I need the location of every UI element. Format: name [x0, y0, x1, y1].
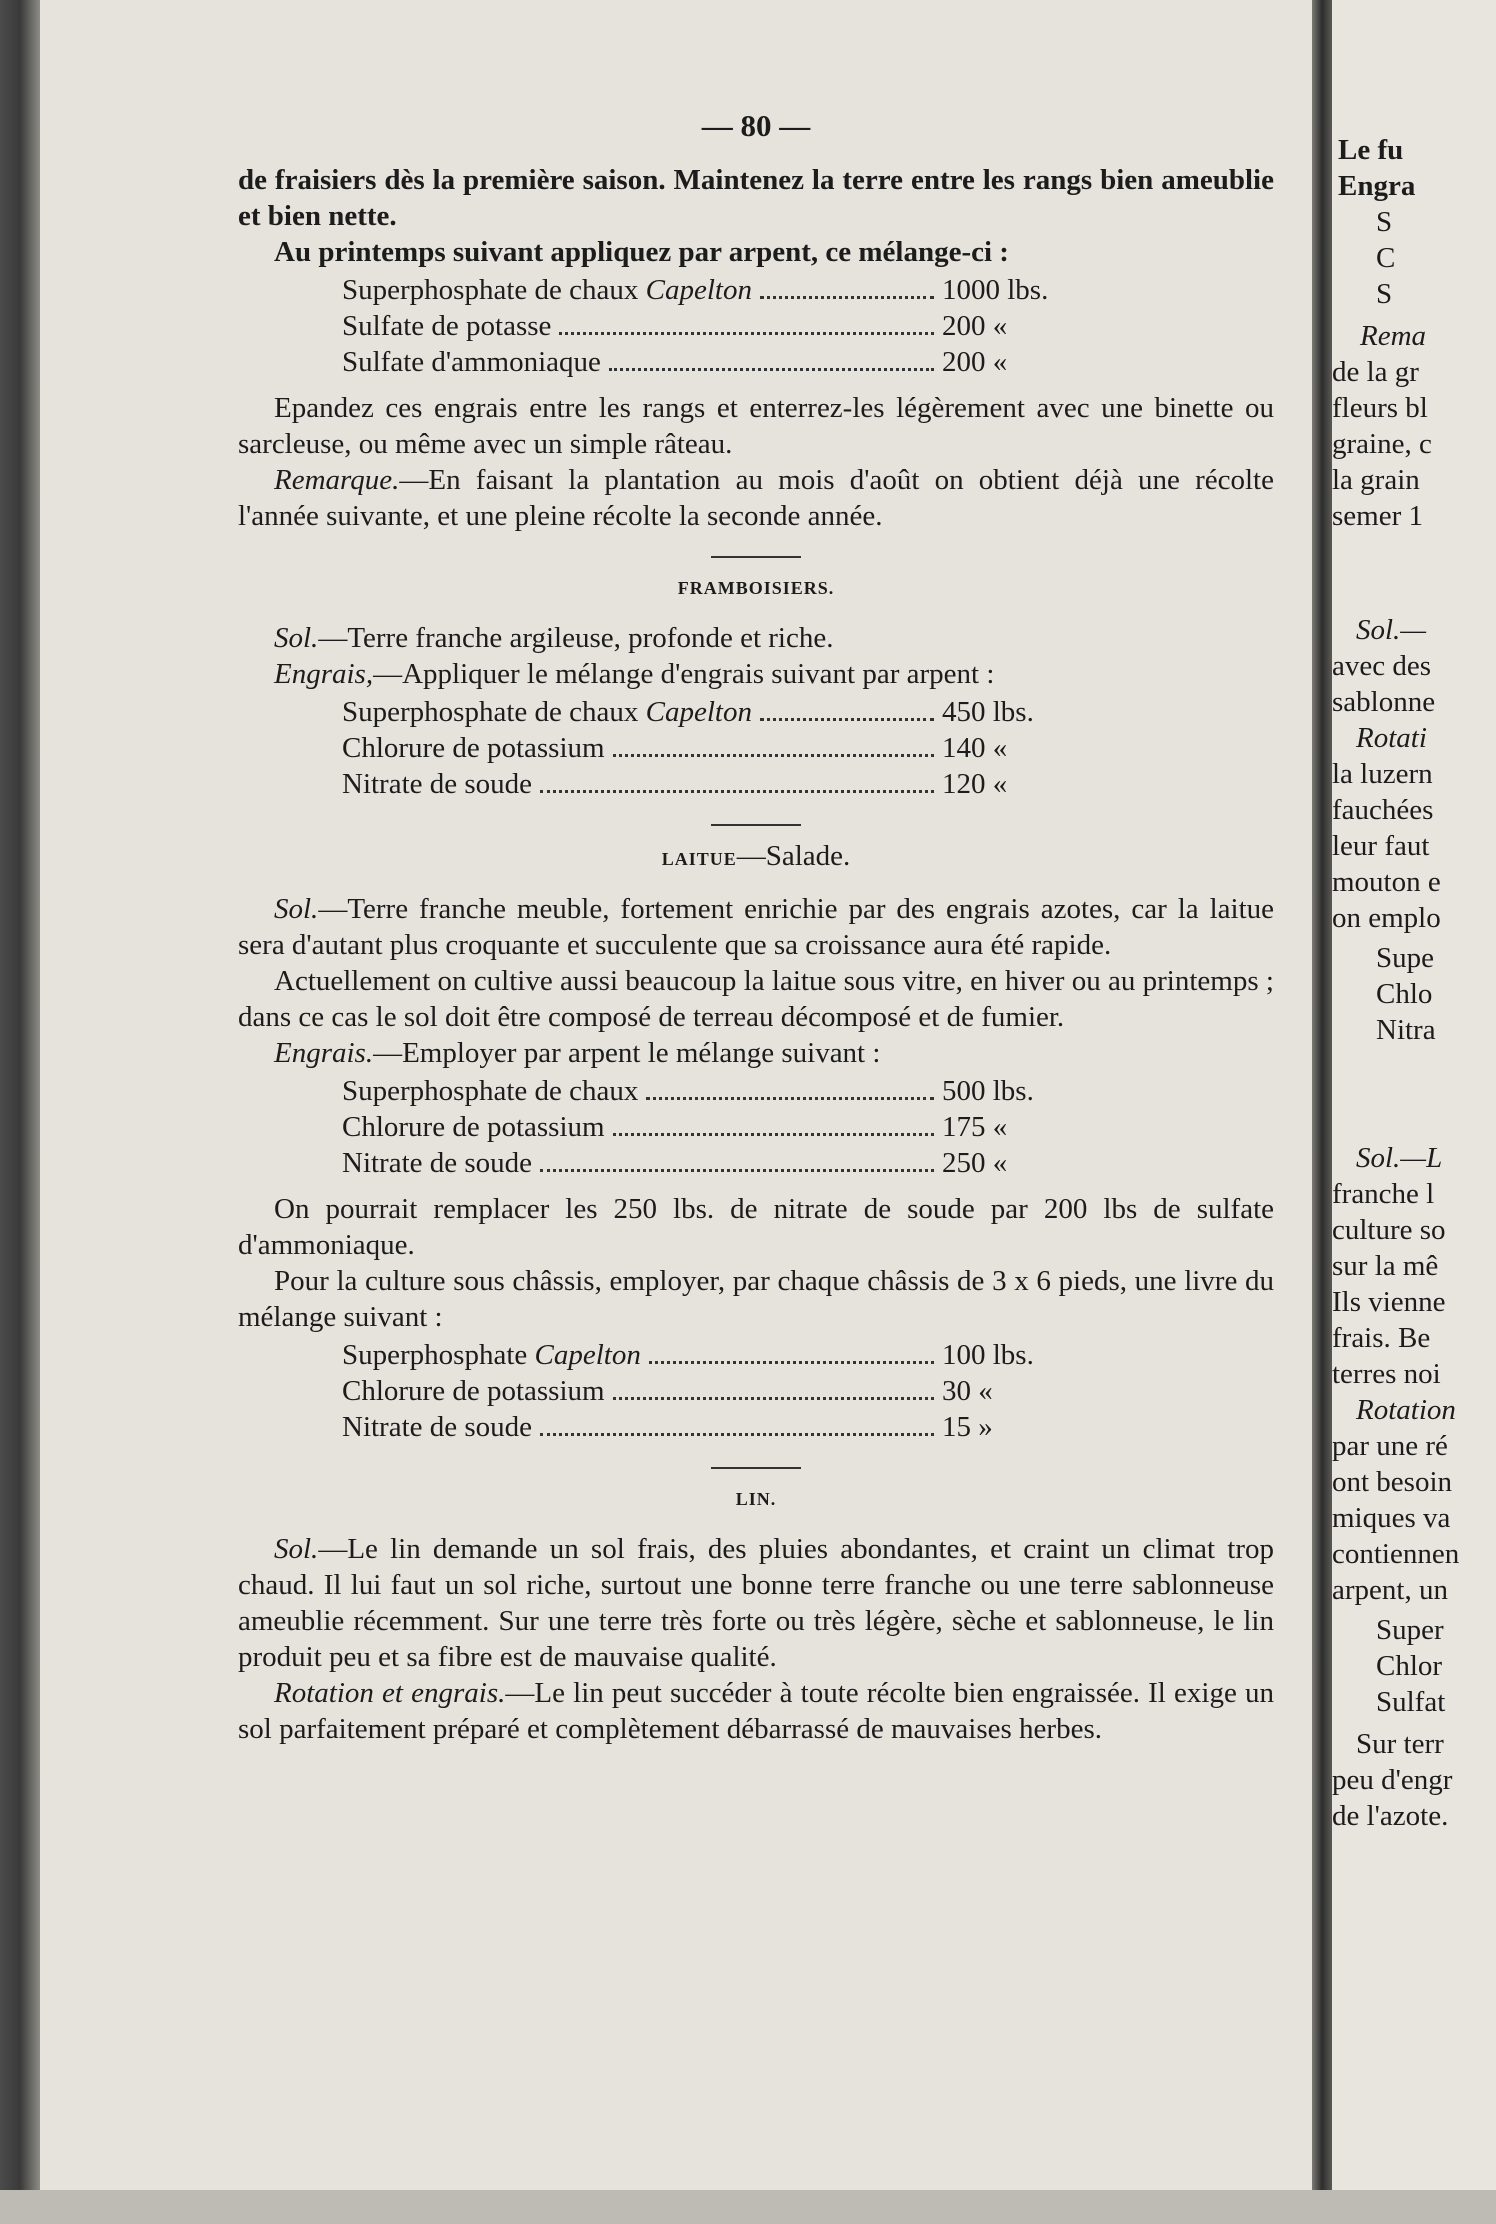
- section-divider: [711, 824, 801, 826]
- recipe-item-qty: 450 lbs.: [942, 696, 1034, 728]
- recipe-item-name: Nitrate de soude: [342, 1411, 533, 1443]
- remarque-label: Remarque.: [274, 464, 400, 496]
- recipe-row: [342, 272, 1062, 308]
- leader-dots: [559, 332, 934, 335]
- recipe-item-name: Sulfate de potasse: [342, 310, 552, 342]
- recipe-item-qty: 100 lbs.: [942, 1339, 1034, 1371]
- leader-dots: [540, 1433, 934, 1436]
- lin-rotation: Rotation et engrais.—Le lin peut succéder à toute récolte bien engraissée. Il exige un sol parfaitement préparé et complètement débarrassé de mauvaises herbes.: [238, 1677, 1274, 1745]
- right-fragment: culture so: [1332, 1214, 1446, 1246]
- recipe-item-name: Superphosphate Capelton: [342, 1339, 641, 1371]
- leader-dots: [760, 296, 934, 299]
- recipe-laitue: [342, 1073, 1062, 1181]
- leader-dots: [540, 1169, 934, 1172]
- right-fragment: Sol.—L: [1356, 1142, 1443, 1174]
- recipe-item-qty: 200 «: [942, 346, 1008, 378]
- right-fragment: C: [1376, 242, 1396, 274]
- lin-sol: Sol.—Le lin demande un sol frais, des pluies abondantes, et craint un climat trop chaud. Il lui faut un sol riche, surtout une bonne terre franche ou une terre sablonneuse ameublie récemment. Sur une terre très forte ou très légère, sèche et sablonneuse, le lin produit peu et sa fibre est de mauvaise qualité.: [238, 1533, 1274, 1673]
- right-fragment: Ils vienne: [1332, 1286, 1446, 1318]
- right-fragment: la grain: [1332, 464, 1420, 496]
- leader-dots: [646, 1097, 934, 1100]
- recipe-item-qty: 175 «: [942, 1111, 1008, 1143]
- recipe-item-qty: 1000 lbs.: [942, 274, 1049, 306]
- leader-dots: [649, 1361, 934, 1364]
- recipe-item-qty: 30 «: [942, 1375, 993, 1407]
- right-fragment: franche l: [1332, 1178, 1435, 1210]
- right-fragment: leur faut: [1332, 830, 1430, 862]
- right-fragment: ont besoin: [1332, 1466, 1453, 1498]
- page-number: — 80 —: [701, 108, 811, 143]
- recipe-row: [342, 1409, 1062, 1445]
- right-fragment: Sol.—: [1356, 614, 1427, 646]
- right-fragment: mouton e: [1332, 866, 1441, 898]
- recipe-item-name: Superphosphate de chaux Capelton: [342, 696, 752, 728]
- right-fragment: Supe: [1376, 942, 1434, 974]
- recipe-item-name: Chlorure de potassium: [342, 1375, 605, 1407]
- page-content: [238, 108, 1274, 1747]
- right-fragment: Super: [1376, 1614, 1444, 1646]
- laitue-engrais: Engrais.—Employer par arpent le mélange suivant :: [274, 1037, 881, 1069]
- right-fragment: S: [1376, 206, 1393, 238]
- right-fragment: miques va: [1332, 1502, 1451, 1534]
- right-fragment: Le fu: [1338, 134, 1404, 166]
- laitue-chassis: Pour la culture sous châssis, employer, par chaque châssis de 3 x 6 pieds, une livre du mélange suivant :: [238, 1265, 1274, 1333]
- recipe-row: [342, 308, 1062, 344]
- recipe-item-name: Nitrate de soude: [342, 768, 533, 800]
- recipe-row: [342, 1145, 1062, 1181]
- right-fragment: arpent, un: [1332, 1574, 1448, 1606]
- leader-dots: [613, 1133, 934, 1136]
- recipe-item-name: Superphosphate de chaux Capelton: [342, 274, 752, 306]
- remarque-text: —En faisant la plantation au mois d'août on obtient déjà une récolte l'année suivante, et une pleine récolte la seconde année.: [238, 464, 1274, 532]
- right-fragment: Chlor: [1376, 1650, 1443, 1682]
- recipe-item-qty: 15 »: [942, 1411, 993, 1443]
- laitue-sol: Sol.—Terre franche meuble, fortement enrichie par des engrais azotes, car la laitue sera d'autant plus croquante et succulente que sa croissance aura été rapide.: [238, 893, 1274, 961]
- book-left-edge: [0, 0, 40, 2224]
- leader-dots: [613, 754, 934, 757]
- book-gutter: [1312, 0, 1332, 2224]
- right-fragment: Rotation: [1356, 1394, 1456, 1426]
- recipe-item-qty: 120 «: [942, 768, 1008, 800]
- recipe-chassis: [342, 1337, 1062, 1445]
- right-fragment: de l'azote.: [1332, 1800, 1449, 1832]
- section-divider: [711, 556, 801, 558]
- right-fragment: la luzern: [1332, 758, 1433, 790]
- right-fragment: peu d'engr: [1332, 1764, 1453, 1796]
- recipe-item-qty: 500 lbs.: [942, 1075, 1034, 1107]
- right-fragment: graine, c: [1332, 428, 1432, 460]
- right-fragment: Sur terr: [1356, 1728, 1444, 1760]
- intro-paragraph: de fraisiers dès la première saison. Maintenez la terre entre les rangs bien ameublie et bien nette.: [238, 164, 1274, 232]
- recipe-fraisiers: [342, 272, 1062, 380]
- recipe-row: [342, 1109, 1062, 1145]
- right-fragment: Rotati: [1356, 722, 1427, 754]
- right-fragment: de la gr: [1332, 356, 1419, 388]
- framboisiers-sol: Sol.—Terre franche argileuse, profonde et riche.: [274, 622, 834, 654]
- laitue-remplacer: On pourrait remplacer les 250 lbs. de nitrate de soude par 200 lbs de sulfate d'ammoniaque.: [238, 1193, 1274, 1261]
- right-fragment: par une ré: [1332, 1430, 1448, 1462]
- right-fragment: frais. Be: [1332, 1322, 1431, 1354]
- section-divider: [711, 1467, 801, 1469]
- recipe-item-qty: 200 «: [942, 310, 1008, 342]
- right-fragment: contiennen: [1332, 1538, 1460, 1570]
- right-fragment: Nitra: [1376, 1014, 1436, 1046]
- recipe-item-qty: 250 «: [942, 1147, 1008, 1179]
- right-page: [1332, 0, 1496, 2224]
- right-fragment: sablonne: [1332, 686, 1436, 718]
- laitue-paragraph: Actuellement on cultive aussi beaucoup la laitue sous vitre, en hiver ou au printemps ; dans ce cas le sol doit être composé de terreau décomposé et de fumier.: [238, 965, 1274, 1033]
- right-fragment: avec des: [1332, 650, 1432, 682]
- recipe-item-name: Sulfate d'ammoniaque: [342, 346, 601, 378]
- heading-lin: LIN.: [735, 1489, 777, 1509]
- heading-laitue: LAITUE—Salade.: [661, 840, 851, 872]
- right-fragment: semer 1: [1332, 500, 1423, 532]
- right-fragment: on emplo: [1332, 902, 1441, 934]
- recipe-row: [342, 694, 1062, 730]
- recipe-framboisiers: [342, 694, 1062, 802]
- framboisiers-engrais: Engrais,—Appliquer le mélange d'engrais suivant par arpent :: [274, 658, 995, 690]
- right-fragment: S: [1376, 278, 1393, 310]
- right-fragment: Rema: [1360, 320, 1427, 352]
- recipe-item-name: Chlorure de potassium: [342, 732, 605, 764]
- intro-instruction: Au printemps suivant appliquez par arpent, ce mélange-ci :: [274, 236, 1009, 268]
- recipe-row: [342, 1337, 1062, 1373]
- right-fragment: terres noi: [1332, 1358, 1441, 1390]
- recipe-row: [342, 730, 1062, 766]
- leader-dots: [609, 368, 934, 371]
- right-fragment: Chlo: [1376, 978, 1433, 1010]
- recipe-row: [342, 344, 1062, 380]
- right-fragment: Engra: [1338, 170, 1416, 202]
- right-fragment: fauchées: [1332, 794, 1434, 826]
- heading-framboisiers: FRAMBOISIERS.: [677, 578, 835, 598]
- recipe-item-name: Superphosphate de chaux: [342, 1075, 639, 1107]
- recipe-row: [342, 1373, 1062, 1409]
- recipe-item-qty: 140 «: [942, 732, 1008, 764]
- right-fragment: fleurs bl: [1332, 392, 1428, 424]
- right-fragment: sur la mê: [1332, 1250, 1439, 1282]
- recipe-item-name: Nitrate de soude: [342, 1147, 533, 1179]
- leader-dots: [540, 790, 934, 793]
- recipe-item-name: Chlorure de potassium: [342, 1111, 605, 1143]
- leader-dots: [760, 718, 934, 721]
- right-fragment: Sulfat: [1376, 1686, 1446, 1718]
- remarque-paragraph: [238, 462, 1274, 534]
- leader-dots: [613, 1397, 934, 1400]
- recipe-row: [342, 1073, 1062, 1109]
- epandez-paragraph: Epandez ces engrais entre les rangs et enterrez-les légèrement avec une binette ou sarcleuse, ou même avec un simple râteau.: [238, 392, 1274, 460]
- recipe-row: [342, 766, 1062, 802]
- scan-bottom-band: [0, 2190, 1496, 2224]
